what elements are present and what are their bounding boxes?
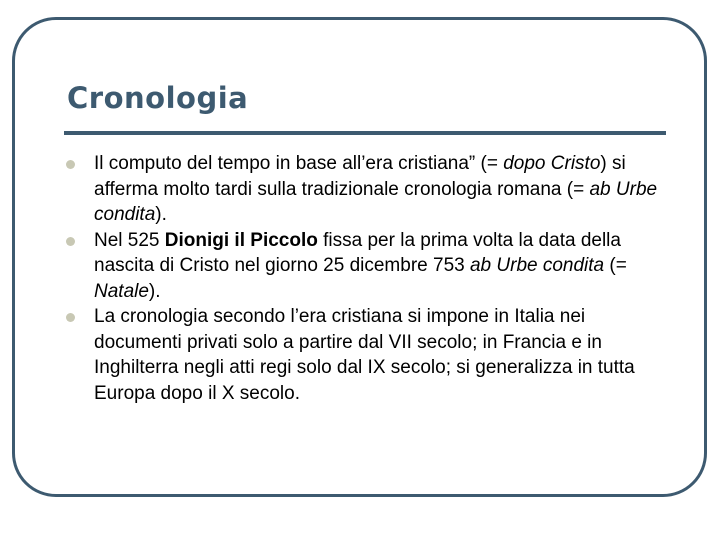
bullet-dot-icon bbox=[66, 237, 75, 246]
bullet-dot-icon bbox=[66, 160, 75, 169]
bullet-item bbox=[66, 228, 666, 305]
bullet-text: Nel 525 Dionigi il Piccolo fissa per la prima volta la data della nascita di Cristo nel giorno 25 dicembre 753 ab Urbe condita (= Natale). bbox=[94, 229, 627, 302]
bullet-text: Il computo del tempo in base all’era cristiana” (= dopo Cristo) si afferma molto tardi sulla tradizionale cronologia romana (= ab Urbe condita). bbox=[94, 153, 658, 225]
bullet-dot-icon bbox=[66, 313, 75, 322]
bullet-item bbox=[66, 151, 666, 228]
bullet-list bbox=[66, 151, 666, 406]
slide-title: Cronologia bbox=[67, 81, 249, 115]
bullet-text: La cronologia secondo l’era cristiana si impone in Italia nei documenti privati solo a partire dal VII secolo; in Francia e in Inghilterra negli atti regi solo dal IX secolo; si generalizza in tutta Europa dopo il X secolo. bbox=[94, 306, 635, 404]
bullet-item bbox=[66, 304, 666, 406]
title-divider bbox=[64, 131, 666, 135]
